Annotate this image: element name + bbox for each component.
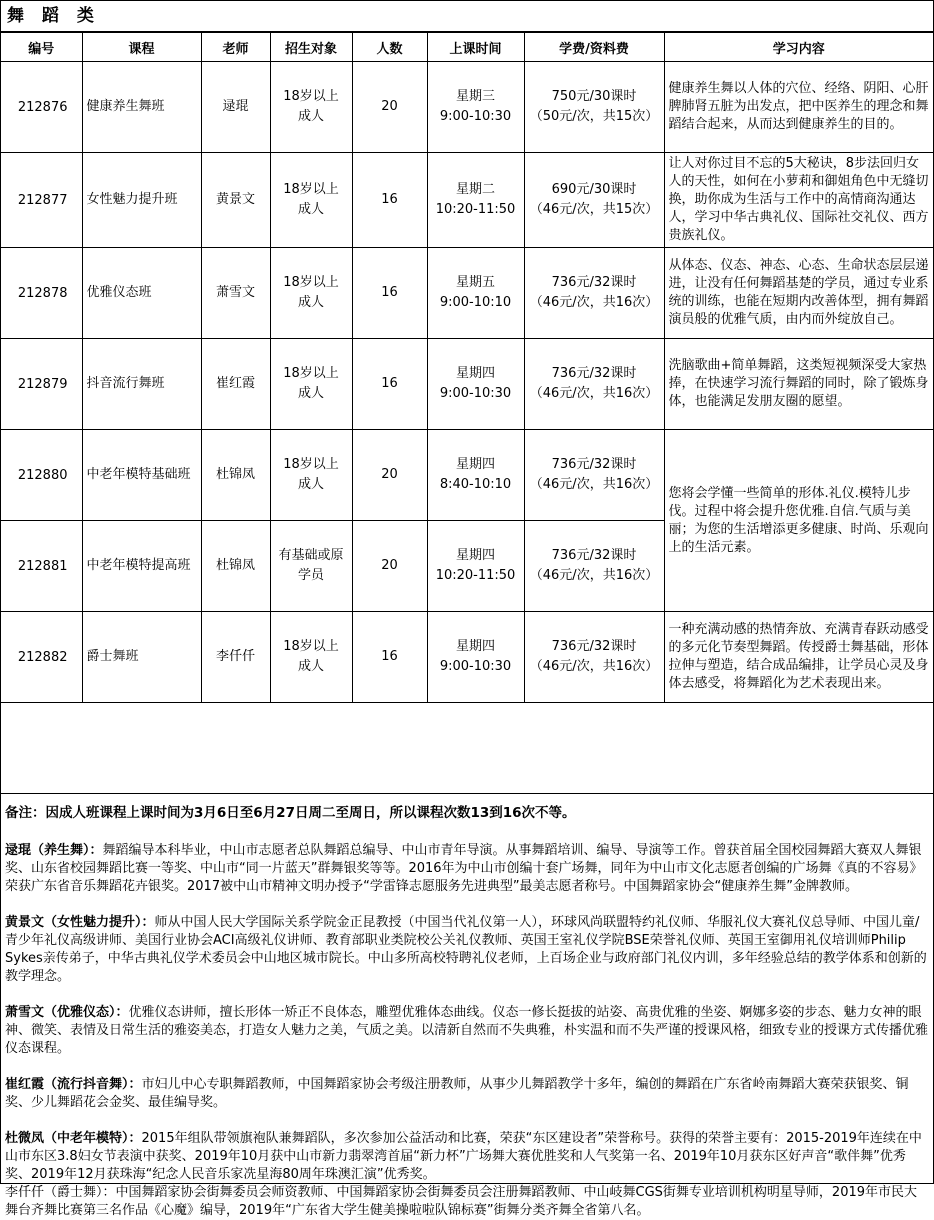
- class-time: [427, 521, 524, 612]
- class-day: 星期二: [455, 182, 495, 197]
- course-name: 中老年模特基础班: [82, 430, 201, 521]
- class-hours: 9:00-10:30: [439, 659, 512, 674]
- class-size: 16: [352, 248, 427, 339]
- fee-total: 736元/32课时: [551, 548, 637, 563]
- course-content: 让人对你过目不忘的5大秘诀，8步法回归女人的天性，如何在小萝莉和御姐角色中无缝切换，助你成为生活与工作中的高情商沟通达人，学习中华古典礼仪、国际社交礼仪、西方贵族礼仪。: [664, 153, 933, 248]
- course-number: 212878: [1, 248, 82, 339]
- section-title: 舞 蹈 类: [1, 1, 933, 32]
- class-day: 星期五: [455, 275, 495, 290]
- header-count: 人数: [352, 33, 427, 62]
- header-time: 上课时间: [427, 33, 524, 62]
- enrollment-target-text: 18岁以上成人: [283, 182, 339, 217]
- course-content-merged: 您将会学懂一些简单的形体.礼仪.模特儿步伐。过程中将会提升您优雅.自信.气质与美丽；为您的生活增添更多健康、时尚、乐观向上的生活元素。: [664, 430, 933, 612]
- bio-text: 舞蹈编导本科毕业，中山市志愿者总队舞蹈总编导、中山市青年导演。从事舞蹈培训、编导、导演等工作。曾获首届全国校园舞蹈大赛双人舞银奖、山东省校园舞蹈比赛一等奖、中山市“同一片蓝天”群舞银奖等等。2016年为中山市创编十套广场舞，同年为中山市文化志愿者创编的广场舞《真的不容易》荣获广东省音乐舞蹈花卉银奖。2017被中山市精神文明办授予“学雷锋志愿服务先进典型”最美志愿者称号。中国舞蹈家协会“健康养生舞”金牌教师。: [5, 843, 923, 894]
- enrollment-target-text: 18岁以上成人: [283, 275, 339, 310]
- class-time: [427, 430, 524, 521]
- class-hours: 10:20-11:50: [435, 568, 516, 583]
- course-content: 一种充满动感的热情奔放、充满青春跃动感受的多元化节奏型舞蹈。传授爵士舞基础，形体拉伸与塑造，结合成品编排，让学员心灵及身体去感受，将舞蹈化为艺术表现出来。: [664, 612, 933, 703]
- class-time: [427, 153, 524, 248]
- table-row: [1, 248, 933, 339]
- class-time: [427, 339, 524, 430]
- course-number: 212876: [1, 62, 82, 153]
- class-size: 20: [352, 430, 427, 521]
- fee-detail: （46元/次，共16次）: [529, 386, 659, 401]
- fee-total: 736元/32课时: [551, 366, 637, 381]
- class-time: [427, 612, 524, 703]
- schedule-note: 备注：因成人班课程上课时间为3月6日至6月27日周二至周日，所以课程次数13到16次不等。: [5, 805, 576, 821]
- spacer-row: [1, 703, 933, 794]
- teacher-name: 崔红霞: [201, 339, 270, 430]
- class-hours: 9:00-10:30: [439, 386, 512, 401]
- course-table: [1, 32, 933, 794]
- fee: [524, 430, 664, 521]
- spacer-cell: [1, 703, 933, 794]
- teacher-name: 黄景文: [201, 153, 270, 248]
- course-number: 212882: [1, 612, 82, 703]
- bio-name: 萧雪文（优雅仪态）：: [5, 1005, 129, 1020]
- fee-detail: （46元/次，共16次）: [529, 568, 659, 583]
- teacher-bio: [5, 1076, 929, 1112]
- enrollment-target: [270, 248, 352, 339]
- course-number: 212881: [1, 521, 82, 612]
- teacher-name: 逯琨: [201, 62, 270, 153]
- table-row: [1, 612, 933, 703]
- class-time: [427, 62, 524, 153]
- class-size: 20: [352, 521, 427, 612]
- teacher-bio: [5, 1184, 929, 1220]
- bio-name: 崔红霞（流行抖音舞）：: [5, 1077, 142, 1092]
- teacher-name: 萧雪文: [201, 248, 270, 339]
- class-day: 星期四: [455, 457, 495, 472]
- header-fee: 学费/资料费: [524, 33, 664, 62]
- fee: [524, 339, 664, 430]
- teacher-bio: [5, 914, 929, 986]
- bio-name: 黄景文（女性魅力提升）：: [5, 915, 155, 930]
- class-day: 星期四: [455, 639, 495, 654]
- course-name: 中老年模特提高班: [82, 521, 201, 612]
- bio-text: 中国舞蹈家协会街舞委员会师资教师、中国舞蹈家协会街舞委员会注册舞蹈教师、中山岐舞CGS街舞专业培训机构明星导师，2019年市民大舞台齐舞比赛第三名作品《心魔》编导，2019年“广东省大学生健美操啦啦队锦标赛”街舞分类齐舞全省第八名。: [5, 1185, 918, 1218]
- fee-total: 690元/30课时: [551, 182, 637, 197]
- teacher-name: 杜锦凤: [201, 521, 270, 612]
- fee: [524, 62, 664, 153]
- class-time: [427, 248, 524, 339]
- bio-name: 李仟仟（爵士舞）：: [5, 1185, 116, 1200]
- course-number: 212880: [1, 430, 82, 521]
- enrollment-target-text: 18岁以上成人: [283, 639, 339, 674]
- course-name: 健康养生舞班: [82, 62, 201, 153]
- teacher-name: 杜锦凤: [201, 430, 270, 521]
- bio-text: 2015年组队带领旗袍队兼舞蹈队，多次参加公益活动和比赛，荣获“东区建设者”荣誉称号。获得的荣誉主要有：2015-2019年连续在中山市东区3.8妇女节表演中获奖、2019年10月获中山市新力翡翠湾首届“新力杯”广场舞大赛优胜奖和人气奖第一名、2019年10月获东区好声音“歌伴舞”优秀奖、2019年12月获珠海“纪念人民音乐家冼星海80周年珠澳汇演”优秀奖。: [5, 1131, 922, 1182]
- header-num: 编号: [1, 33, 82, 62]
- enrollment-target-text: 有基础或原学员: [278, 548, 344, 583]
- course-number: 212879: [1, 339, 82, 430]
- header-teacher: 老师: [201, 33, 270, 62]
- class-size: 16: [352, 612, 427, 703]
- class-size: 16: [352, 339, 427, 430]
- course-number: 212877: [1, 153, 82, 248]
- teacher-bio: [5, 1004, 929, 1058]
- bio-text: 师从中国人民大学国际关系学院金正昆教授（中国当代礼仪第一人），环球风尚联盟特约礼仪师、华服礼仪大赛礼仪总导师、中国儿童/ 青少年礼仪高级讲师、美国行业协会ACI高级礼仪讲师、教育部职业类院校公关礼仪教师、英国王室礼仪学院BSE荣誉礼仪师、英国王室御用礼仪培训师Philip Sykes亲传弟子，中华古典礼仪学术委员会中山地区城市院长。中山多所高校特聘礼仪老师，上百场企业与政府部门礼仪内训，多年经验总结的教学体系和创新的教学理念。: [5, 915, 927, 984]
- bio-name: 杜微凤（中老年模特）：: [5, 1131, 142, 1146]
- enrollment-target: [270, 62, 352, 153]
- header-target: 招生对象: [270, 33, 352, 62]
- course-name: 爵士舞班: [82, 612, 201, 703]
- teacher-bio: [5, 842, 929, 896]
- table-row: [1, 153, 933, 248]
- enrollment-target-text: 18岁以上成人: [283, 89, 339, 124]
- fee: [524, 612, 664, 703]
- enrollment-target: [270, 430, 352, 521]
- bio-text: 市妇儿中心专职舞蹈教师，中国舞蹈家协会考级注册教师，从事少儿舞蹈教学十多年，编创的舞蹈在广东省岭南舞蹈大赛荣获银奖、铜奖、少儿舞蹈花会金奖、最佳编导奖。: [5, 1077, 909, 1110]
- enrollment-target: [270, 339, 352, 430]
- fee: [524, 248, 664, 339]
- fee: [524, 521, 664, 612]
- fee-total: 750元/30课时: [551, 89, 637, 104]
- class-size: 20: [352, 62, 427, 153]
- fee-total: 736元/32课时: [551, 457, 637, 472]
- course-name: 优雅仪态班: [82, 248, 201, 339]
- fee-detail: （50元/次，共15次）: [529, 109, 659, 124]
- enrollment-target: [270, 612, 352, 703]
- course-name: 女性魅力提升班: [82, 153, 201, 248]
- course-content: 健康养生舞以人体的穴位、经络、阴阳、心肝脾肺肾五脏为出发点，把中医养生的理念和舞蹈结合起来，从而达到健康养生的目的。: [664, 62, 933, 153]
- enrollment-target-text: 18岁以上成人: [283, 366, 339, 401]
- header-content: 学习内容: [664, 33, 933, 62]
- fee-total: 736元/32课时: [551, 639, 637, 654]
- header-course: 课程: [82, 33, 201, 62]
- course-content: 洗脑歌曲+简单舞蹈，这类短视频深受大家热捧，在快速学习流行舞蹈的同时，除了锻炼身体，也能满足发朋友圈的愿望。: [664, 339, 933, 430]
- teacher-name: 李仟仟: [201, 612, 270, 703]
- class-hours: 10:20-11:50: [435, 202, 516, 217]
- fee-detail: （46元/次，共16次）: [529, 477, 659, 492]
- class-hours: 8:40-10:10: [439, 477, 512, 492]
- notes-section: [1, 804, 933, 1220]
- fee-detail: （46元/次，共16次）: [529, 295, 659, 310]
- class-hours: 9:00-10:30: [439, 109, 512, 124]
- fee-total: 736元/32课时: [551, 275, 637, 290]
- course-content: 从体态、仪态、神态、心态、生命状态层层递进，让没有任何舞蹈基楚的学员，通过专业系统的训练，也能在短期内改善体型，拥有舞蹈演员般的优雅气质，由内而外绽放自己。: [664, 248, 933, 339]
- bio-text: 优雅仪态讲师，擅长形体一矫正不良体态，雕塑优雅体态曲线。仪态一修长挺拔的站姿、高贵优雅的坐姿、婀娜多姿的步态、魅力女神的眼神、微笑、表情及日常生活的雅姿美态，打造女人魅力之美，气质之美。以清新自然而不失典雅，朴实温和而不失严谨的授课风格，细致专业的授课方式传播优雅仪态课程。: [5, 1005, 929, 1056]
- class-day: 星期四: [455, 548, 495, 563]
- table-row: [1, 430, 933, 521]
- fee-detail: （46元/次，共15次）: [529, 202, 659, 217]
- table-row: [1, 339, 933, 430]
- class-size: 16: [352, 153, 427, 248]
- fee: [524, 153, 664, 248]
- teacher-bio: [5, 1130, 929, 1184]
- table-row: [1, 62, 933, 153]
- table-header-row: [1, 33, 933, 62]
- class-hours: 9:00-10:10: [439, 295, 512, 310]
- class-day: 星期三: [455, 89, 495, 104]
- bio-name: 逯琨（养生舞）：: [5, 843, 103, 858]
- class-day: 星期四: [455, 366, 495, 381]
- enrollment-target-text: 18岁以上成人: [283, 457, 339, 492]
- course-name: 抖音流行舞班: [82, 339, 201, 430]
- enrollment-target: [270, 521, 352, 612]
- enrollment-target: [270, 153, 352, 248]
- fee-detail: （46元/次，共16次）: [529, 659, 659, 674]
